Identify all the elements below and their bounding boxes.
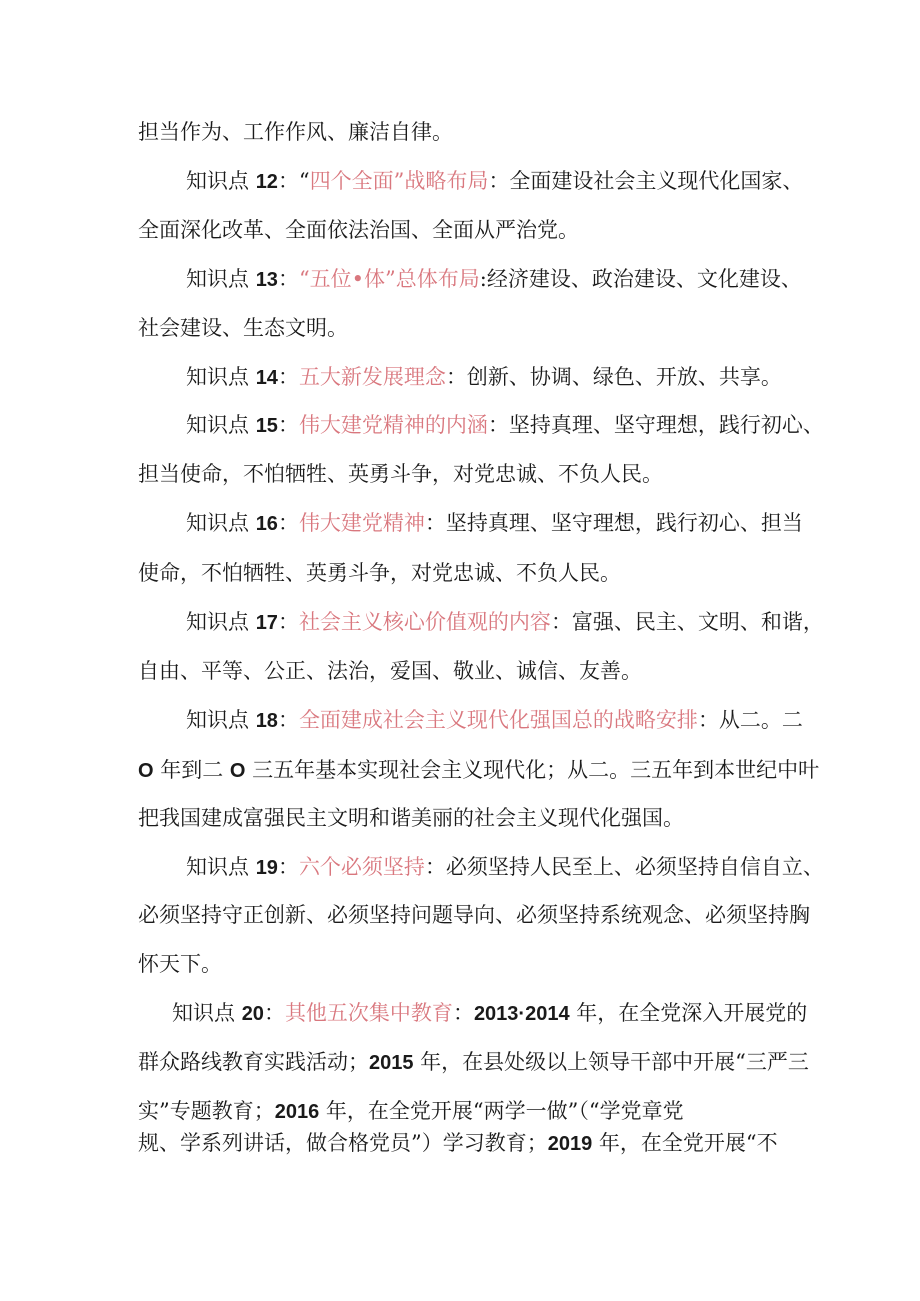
text-run: 年，在全党深入开展党的 <box>569 1001 808 1025</box>
text-run: ： <box>263 1001 285 1025</box>
knowledge-point-17-heading <box>186 607 824 638</box>
text-run: ：必须坚持人民至上、必须坚持自信自立、 <box>424 855 824 879</box>
text-line-12 <box>138 656 642 686</box>
highlighted-term: 六个必须坚持 <box>298 855 425 879</box>
knowledge-point-14-heading <box>186 362 782 393</box>
text-run: ：全面建设社会主义现代化国家、 <box>488 169 804 193</box>
point-number: 2013·2014 <box>473 1003 570 1025</box>
text-run: 知识点 <box>186 169 256 193</box>
text-run: 把我国建成富强民主文明和谐美丽的社会主义现代化强国。 <box>138 806 684 830</box>
text-run: :经济建设、政治建设、文化建设、 <box>479 267 802 291</box>
text-run: 年，在县处级以上领导干部中开展“三严三 <box>413 1050 809 1074</box>
text-run: 必须坚持守正创新、必须坚持问题导向、必须坚持系统观念、必须坚持胸 <box>138 903 810 927</box>
point-number: 20 <box>241 1003 264 1025</box>
text-run: 自由、平等、公正、法治，爱国、敬业、诚信、友善。 <box>138 659 642 683</box>
text-run: 担当作为、工作作风、廉洁自律。 <box>138 120 453 144</box>
text-run: 知识点 <box>186 610 256 634</box>
text-run: 知识点 <box>186 413 256 437</box>
text-line-14 <box>138 755 819 786</box>
text-run: ：坚持真理、坚守理想，践行初心、担当 <box>424 511 803 535</box>
text-run: ： <box>277 610 299 634</box>
text-run: ： <box>277 855 299 879</box>
knowledge-point-19-heading <box>186 852 824 883</box>
highlighted-term: 其他五次集中教育 <box>284 1001 453 1025</box>
knowledge-point-16-heading <box>186 508 803 539</box>
text-run: 使命，不怕牺牲、英勇斗争，对党忠诚、不负人民。 <box>138 561 621 585</box>
text-run: ：“ <box>277 169 310 193</box>
text-line-10 <box>138 558 621 588</box>
point-number: 2019 <box>547 1133 593 1155</box>
text-run: 年，在全党开展“不 <box>592 1131 778 1155</box>
highlighted-term: “五位•体”总体布局 <box>298 267 480 291</box>
text-run: ：坚持真理、坚守理想，践行初心、 <box>487 413 824 437</box>
point-number: 12 <box>255 171 278 193</box>
text-run: 群众路线教育实践活动； <box>138 1050 369 1074</box>
highlighted-term: 全面建成社会主义现代化强国总的战略安排 <box>298 708 698 732</box>
text-run: 年，在全党开展“两学一做”（“学党章党 <box>319 1099 684 1123</box>
point-number: 2015 <box>369 1052 414 1074</box>
text-run: ： <box>277 365 299 389</box>
text-run: ：创新、协调、绿色、开放、共享。 <box>445 365 782 389</box>
knowledge-point-13-heading <box>186 264 802 295</box>
text-run: 社会建设、生态文明。 <box>138 316 348 340</box>
point-number: O <box>229 760 246 782</box>
highlighted-term: 社会主义核心价值观的内容 <box>298 610 551 634</box>
text-run: 知识点 <box>186 365 256 389</box>
text-run: 年到二 <box>153 758 230 782</box>
highlighted-term: 四个全面”战略布局 <box>309 169 489 193</box>
point-number: 2016 <box>274 1101 320 1123</box>
text-line-1 <box>138 117 453 147</box>
knowledge-point-12-heading <box>186 166 803 197</box>
text-run: 怀天下。 <box>138 952 222 976</box>
text-line-17 <box>138 900 810 930</box>
text-line-18 <box>138 949 222 979</box>
point-number: 17 <box>255 612 278 634</box>
text-run: 三五年基本实现社会主义现代化；从二。三五年到本世纪中叶 <box>245 758 820 782</box>
text-run: ： <box>452 1001 474 1025</box>
text-line-20 <box>138 1047 809 1078</box>
point-number: 16 <box>255 513 278 535</box>
text-line-15 <box>138 803 684 833</box>
text-run: 知识点 <box>186 855 256 879</box>
text-run: 知识点 <box>186 511 256 535</box>
point-number: 18 <box>255 710 278 732</box>
text-run: 知识点 <box>186 708 256 732</box>
text-run: 全面深化改革、全面依法治国、全面从严治党。 <box>138 218 579 242</box>
text-line-8 <box>138 459 663 489</box>
text-line-21 <box>138 1096 684 1127</box>
text-run: ： <box>277 511 299 535</box>
point-number: 14 <box>255 367 278 389</box>
knowledge-point-20-heading <box>172 998 807 1029</box>
point-number: 15 <box>255 415 278 437</box>
text-run: ：从二。二 <box>697 708 803 732</box>
highlighted-term: 伟大建党精神 <box>298 511 425 535</box>
text-run: 知识点 <box>186 267 256 291</box>
text-run: ： <box>277 708 299 732</box>
highlighted-term: 五大新发展理念 <box>298 365 446 389</box>
text-run: ： <box>277 267 299 291</box>
text-run: ：富强、民主、文明、和谐， <box>550 610 824 634</box>
text-run: 知识点 <box>172 1001 242 1025</box>
text-run: 担当使命，不怕牺牲、英勇斗争，对党忠诚、不负人民。 <box>138 462 663 486</box>
knowledge-point-18-heading <box>186 705 803 736</box>
text-line-22 <box>138 1128 778 1159</box>
point-number: O <box>138 760 154 782</box>
text-run: 实”专题教育； <box>138 1099 275 1123</box>
text-run: 规、学系列讲话，做合格党员”）学习教育； <box>138 1131 548 1155</box>
text-line-3 <box>138 215 579 245</box>
point-number: 19 <box>255 857 278 879</box>
highlighted-term: 伟大建党精神的内涵 <box>298 413 488 437</box>
text-run: ： <box>277 413 299 437</box>
knowledge-point-15-heading <box>186 410 824 441</box>
text-line-5 <box>138 313 348 343</box>
point-number: 13 <box>255 269 278 291</box>
